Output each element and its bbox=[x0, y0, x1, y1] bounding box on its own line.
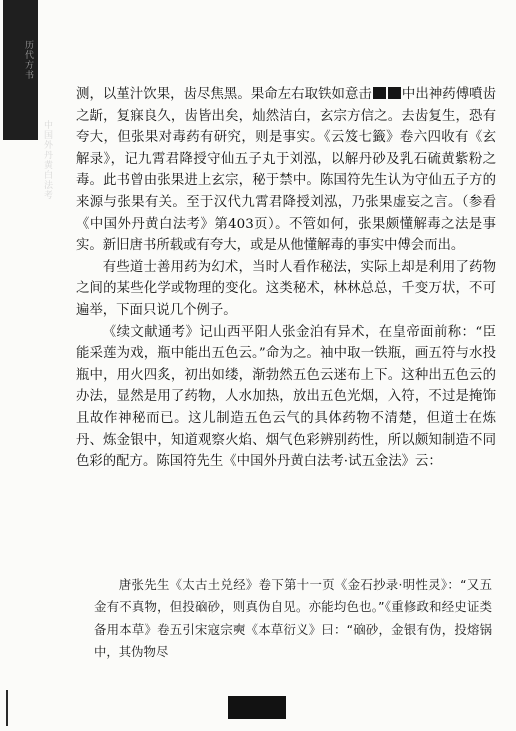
main-text bbox=[76, 84, 496, 473]
paragraph-1 bbox=[76, 84, 496, 257]
paragraph-1-rest: 中出神药傅噴齿之龂，复寐良久，齿皆出矣，灿然洁白，玄宗方信之。去齿复生，恐有夸大，但张果对毒药有研究，则是事实。《云笈七籤》卷六四收有《玄解录》，记九霄君降授守仙五子丸于刘泓，以解丹砂及乳石硫黄紫粉之毒。此书曾由张果进上玄宗，秘于禁中。陈国符先生认为守仙五子方的来源与张果有关。至于汉代九霄君降授刘泓，乃张果虚妄之言。（参看《中国外丹黄白法考》第403页）。不管如何，张果颇懂解毒之法是事实。新旧唐书所载或有夸大，或是从他懂解毒的事实中傅会而出。 bbox=[76, 87, 497, 254]
margin-line bbox=[6, 690, 8, 726]
redaction-mark bbox=[388, 87, 401, 99]
page-spine-shadow bbox=[3, 0, 38, 140]
paragraph-2: 有些道士善用药为幻术，当时人看作秘法，实际上却是利用了药物之间的某些化学或物理的变化。这类秘术，林林总总，千变万状，不可遍举，下面只说几个例子。 bbox=[76, 259, 496, 318]
paragraph-3: 《续文献通考》记山西平阳人张金泊有异术，在皇帝面前称：“臣能采莲为戏，瓶中能出五色云。”命为之。袖中取一铁瓶，画五符与水投瓶中，用火四炙，初出如缕，渐勃然五色云迷布上下。这种出五色云的办法，显然是用了药物，人水加热，放出五色光烟，入符，不过是掩饰且故作神秘而已。这儿制造五色云气的具体药物不清楚，但道士在炼丹、炼金银中，知道观察火焰、烟气色彩辨别药性，所以颇知制造不同色彩的配方。陈国符先生《中国外丹黄白法考·试五金法》云： bbox=[76, 324, 496, 470]
paragraph-1-start: 测，以堇汁饮果，齿尽焦黑。果命左右取铁如意击 bbox=[76, 87, 372, 102]
quote-text: 唐张先生《太古土兑经》卷下第十一页《金石抄录·明性灵》：“又五金有不真物，但投硇砂，则真伪自见。亦能均色也。”《重修政和经史证类备用本草》卷五引宋寇宗奭《本草衍义》曰：“硇砂，金银有伪，投熔锅中，其伪物尽 bbox=[94, 577, 492, 660]
spine-subtitle: 中国外丹黄白法考 bbox=[42, 120, 52, 200]
page-number bbox=[228, 696, 286, 719]
block-quote bbox=[94, 574, 492, 664]
spine-title: 历代方书 bbox=[23, 40, 33, 80]
redaction-mark bbox=[373, 87, 386, 99]
